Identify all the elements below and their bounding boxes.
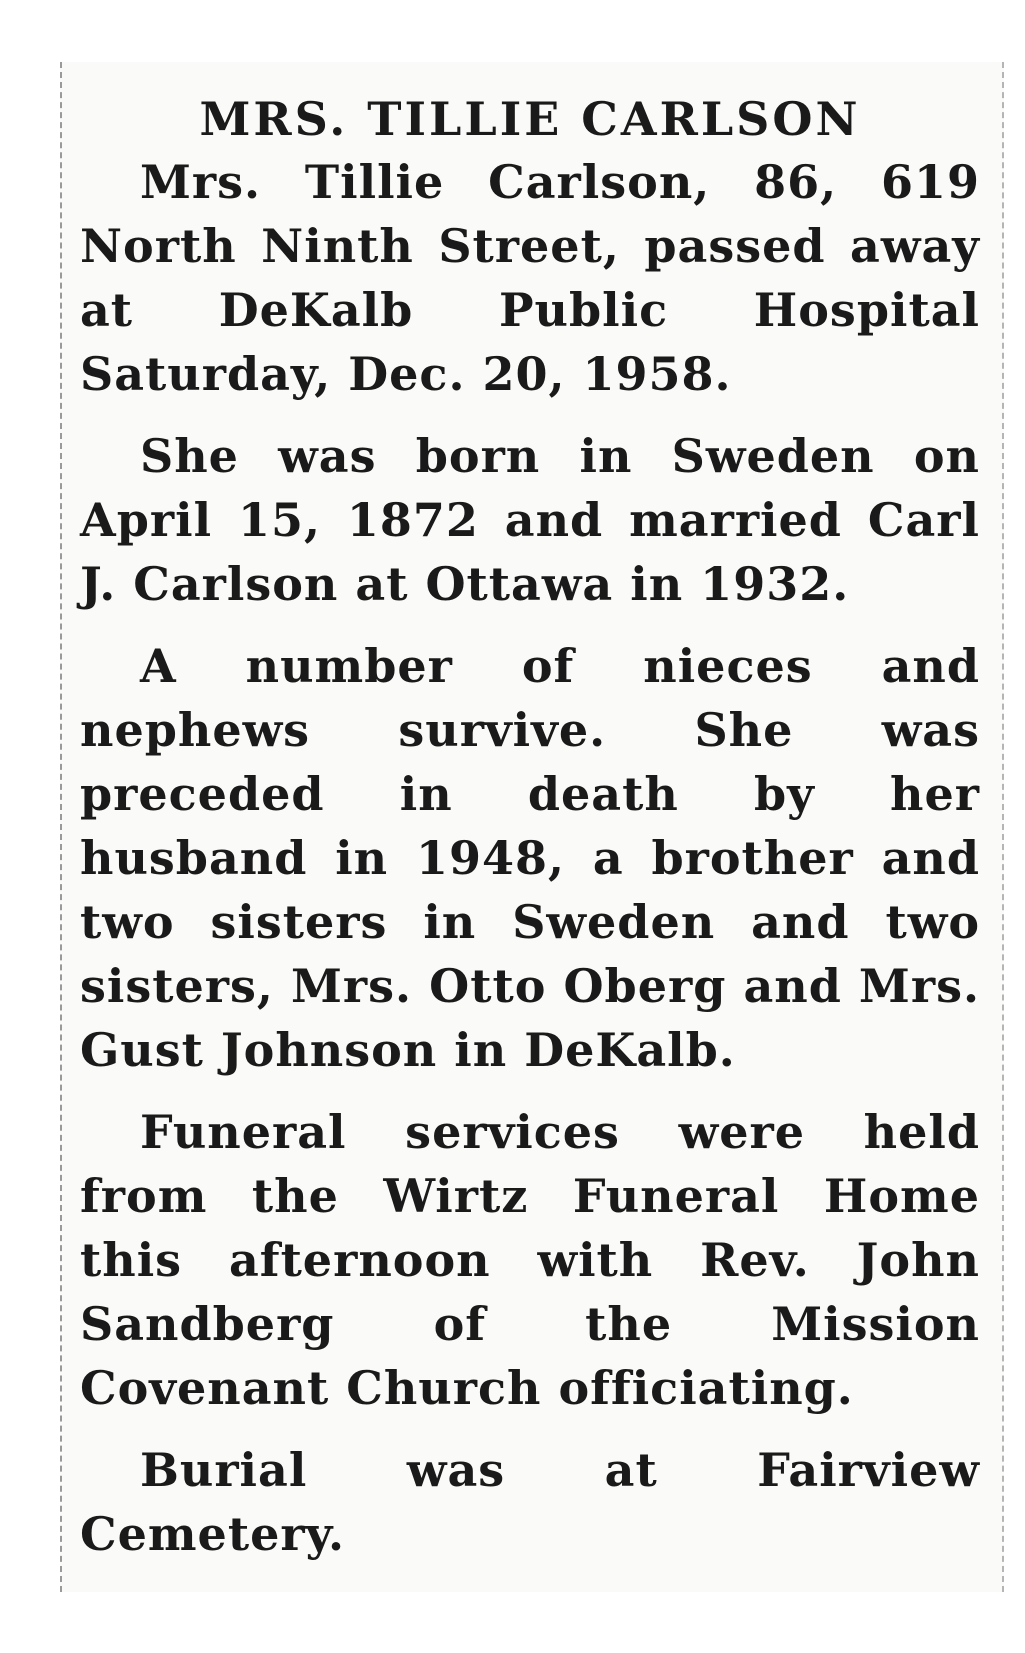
obituary-column — [80, 90, 980, 1566]
obituary-paragraph-burial: Burial was at Fairview Cemetery. — [80, 1443, 980, 1561]
obituary-headline: MRS. TILLIE CARLSON — [199, 92, 861, 146]
obituary-paragraph-birth: She was born in Sweden on April 15, 1872 and married Carl J. Carlson at Ottawa in 1932. — [80, 429, 980, 611]
obituary-paragraph-funeral: Funeral services were held from the Wirtz Funeral Home this afternoon with Rev. John Sandberg of the Mission Covenant Church officiating. — [80, 1105, 980, 1415]
obituary-paragraph-survivors: A number of nieces and nephews survive. She was preceded in death by her husband in 1948, a brother and two sisters in Sweden and two sisters, Mrs. Otto Oberg and Mrs. Gust Johnson in DeKalb. — [80, 639, 980, 1077]
obituary-paragraph-death: Mrs. Tillie Carlson, 86, 619 North Ninth Street, passed away at DeKalb Public Hospital Saturday, Dec. 20, 1958. — [80, 155, 980, 401]
newspaper-clipping — [60, 62, 1004, 1592]
